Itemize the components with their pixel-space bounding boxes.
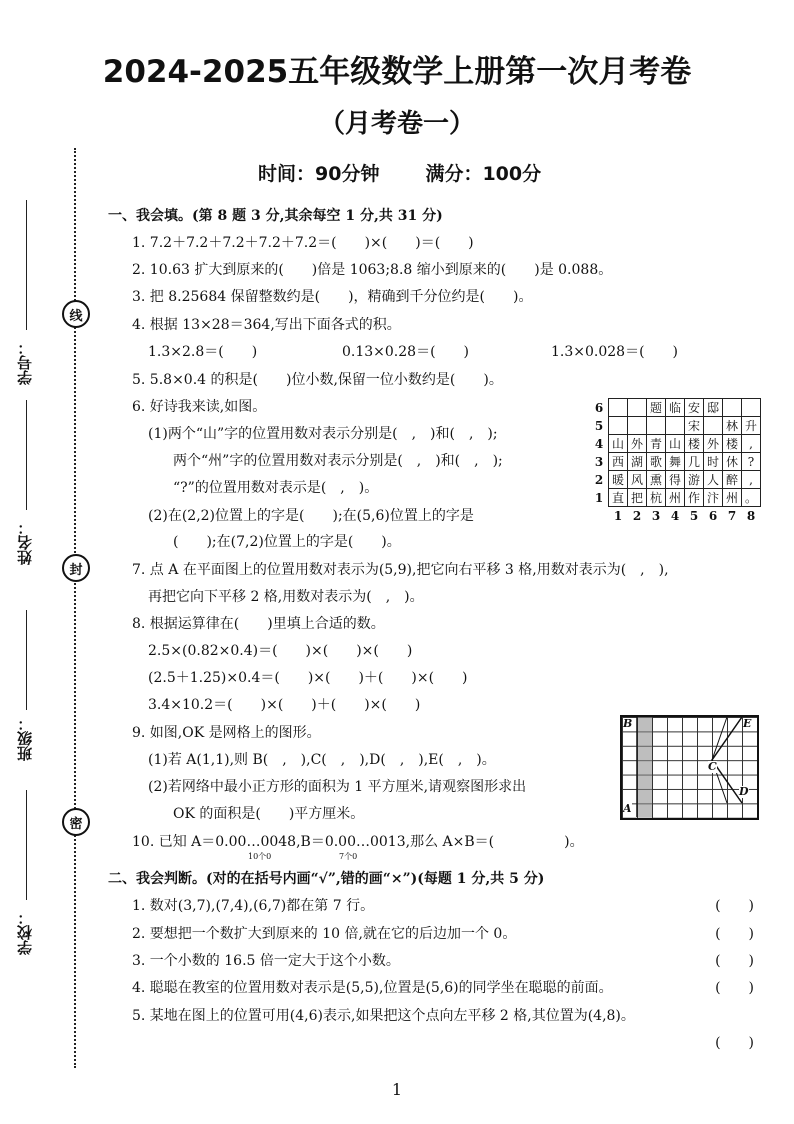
poem-grid-cell: 熏 <box>647 471 666 489</box>
poem-grid-y-label: 2 <box>594 472 604 487</box>
poem-grid-cell <box>628 399 647 417</box>
section1-heading: 一、我会填。(第 8 题 3 分,其余每空 1 分,共 31 分) <box>108 208 443 224</box>
poem-grid-cell: 风 <box>628 471 647 489</box>
q6-1c: “?”的位置用数对表示是( , )。 <box>173 480 379 496</box>
poem-grid-row <box>590 489 761 507</box>
page-title: 2024-2025五年级数学上册第一次月考卷 <box>102 54 692 90</box>
q8-1: 2.5×(0.82×0.4)＝( )×( )×( ) <box>148 643 413 659</box>
poem-grid-cell: 外 <box>628 435 647 453</box>
poem-grid-y-label: 5 <box>594 418 604 433</box>
page-subtitle: （月考卷一） <box>318 109 475 139</box>
poem-grid-x-label: 6 <box>708 508 718 523</box>
poem-grid-cell: 楼 <box>685 435 704 453</box>
student-id-label: 学号： <box>16 340 34 385</box>
poem-grid-x-label: 4 <box>670 508 680 523</box>
q2: 2. 10.63 扩大到原来的( )倍是 1063;8.8 缩小到原来的( )是 0.088。 <box>132 262 613 278</box>
poem-grid-cell: , <box>742 435 761 453</box>
exam-score: 满分：100分 <box>425 163 542 185</box>
q8-2: (2.5＋1.25)×0.4＝( )×( )＋( )×( ) <box>148 670 468 686</box>
poem-grid-cell: 邸 <box>704 399 723 417</box>
judge-5-answer[interactable]: ( ) <box>715 1035 754 1051</box>
poem-grid-cell: 州 <box>723 489 742 507</box>
poem-grid-cell: 楼 <box>723 435 742 453</box>
poem-grid-row <box>590 435 761 453</box>
poem-grid-cell: 休 <box>723 453 742 471</box>
judge-2-answer[interactable]: ( ) <box>715 926 754 942</box>
poem-grid-row <box>590 453 761 471</box>
poem-grid-cell: 林 <box>723 417 742 435</box>
poem-grid-y-label: 4 <box>594 436 604 451</box>
poem-grid-cell: 青 <box>647 435 666 453</box>
poem-grid-x-label: 8 <box>746 508 756 523</box>
q1: 1. 7.2＋7.2＋7.2＋7.2＋7.2＝( )×( )＝( ) <box>132 235 474 251</box>
poem-grid-row <box>590 399 761 417</box>
q9: 9. 如图,OK 是网格上的图形。 <box>132 725 321 741</box>
poem-grid-cell: 湖 <box>628 453 647 471</box>
poem-grid-cell <box>742 399 761 417</box>
poem-grid-y-label: 6 <box>594 400 604 415</box>
q9-2b: OK 的面积是( )平方厘米。 <box>173 806 365 822</box>
poem-grid-y-label: 1 <box>594 490 604 505</box>
poem-grid-cell: 安 <box>685 399 704 417</box>
point-d: D <box>739 785 749 798</box>
poem-grid-row <box>590 471 761 489</box>
poem-grid-cell: 宋 <box>685 417 704 435</box>
poem-grid-cell: 游 <box>685 471 704 489</box>
k-vertical-bar <box>637 717 652 817</box>
poem-grid-cell: 醉 <box>723 471 742 489</box>
q8: 8. 根据运算律在( )里填上合适的数。 <box>132 616 385 632</box>
seal-mi: 密 <box>62 808 90 836</box>
poem-grid-cell <box>704 417 723 435</box>
q6-2b: ( );在(7,2)位置上的字是( )。 <box>173 534 401 550</box>
judge-4-answer[interactable]: ( ) <box>715 980 754 996</box>
class-field[interactable] <box>26 610 27 710</box>
poem-grid-cell: 舞 <box>666 453 685 471</box>
page-number: 1 <box>391 1080 403 1099</box>
poem-grid-cell: 杭 <box>647 489 666 507</box>
school-field[interactable] <box>26 790 27 900</box>
seal-xian: 线 <box>62 300 90 328</box>
binding-dotted-line <box>74 148 76 1068</box>
seal-feng: 封 <box>62 554 90 582</box>
poem-grid-cell: ? <box>742 453 761 471</box>
poem-grid-x-label: 5 <box>689 508 699 523</box>
q6: 6. 好诗我来读,如图。 <box>132 399 267 415</box>
poem-grid-cell: 山 <box>666 435 685 453</box>
judge-2: 2. 要想把一个数扩大到原来的 10 倍,就在它的后边加一个 0。 <box>132 926 517 942</box>
student-name-label: 姓名： <box>16 520 34 565</box>
poem-grid-cell: 暖 <box>609 471 628 489</box>
judge-3: 3. 一个小数的 16.5 倍一定大于这个小数。 <box>132 953 400 969</box>
q10-note-b: 7个0 <box>339 852 358 861</box>
poem-grid-cell <box>609 399 628 417</box>
judge-5: 5. 某地在图上的位置可用(4,6)表示,如果把这个点向左平移 2 格,其位置为(4,8)。 <box>132 1008 635 1024</box>
q8-3: 3.4×10.2＝( )×( )＋( )×( ) <box>148 697 421 713</box>
poem-grid-x-label: 3 <box>651 508 661 523</box>
judge-1-answer[interactable]: ( ) <box>715 898 754 914</box>
q4-item-1: 1.3×2.8＝( ) <box>148 344 258 360</box>
poem-grid-cell: 外 <box>704 435 723 453</box>
section2-heading: 二、我会判断。(对的在括号内画“√”,错的画“×”)(每题 1 分,共 5 分) <box>108 871 545 887</box>
poem-grid-cell: 题 <box>647 399 666 417</box>
point-b: B <box>623 717 633 730</box>
poem-grid-cell <box>723 399 742 417</box>
poem-grid-cell: 直 <box>609 489 628 507</box>
poem-grid-cell <box>628 417 647 435</box>
q4-item-3: 1.3×0.028＝( ) <box>551 344 678 360</box>
q7a: 7. 点 A 在平面图上的位置用数对表示为(5,9),把它向右平移 3 格,用数对表示为( , ), <box>132 562 669 578</box>
poem-grid-cell: 人 <box>704 471 723 489</box>
school-label: 学校： <box>16 910 34 955</box>
q10-note-a: 10个0 <box>248 852 272 861</box>
poem-grid-x-label: 2 <box>632 508 642 523</box>
poem-grid-cell: , <box>742 471 761 489</box>
poem-grid-cell: 升 <box>742 417 761 435</box>
q6-1b: 两个“州”字的位置用数对表示分别是( , )和( , ); <box>173 453 503 469</box>
poem-grid-cell: 汴 <box>704 489 723 507</box>
poem-grid-row <box>590 417 761 435</box>
q4: 4. 根据 13×28＝364,写出下面各式的积。 <box>132 317 401 333</box>
poem-grid-cell: 时 <box>704 453 723 471</box>
poem-grid-cell <box>647 417 666 435</box>
student-name-field[interactable] <box>26 400 27 510</box>
poem-grid-cell: 得 <box>666 471 685 489</box>
poem-grid-cell: 歌 <box>647 453 666 471</box>
poem-grid-cell: 。 <box>742 489 761 507</box>
point-a: A <box>623 802 632 815</box>
q5: 5. 5.8×0.4 的积是( )位小数,保留一位小数约是( )。 <box>132 372 503 388</box>
q9-2a: (2)若网络中最小正方形的面积为 1 平方厘米,请观察图形求出 <box>148 779 527 795</box>
q7b: 再把它向下平移 2 格,用数对表示为( , )。 <box>148 589 424 605</box>
poem-grid <box>590 398 761 524</box>
square-grid-figure <box>620 715 759 820</box>
exam-info <box>258 159 587 186</box>
poem-grid-cell: 几 <box>685 453 704 471</box>
q4-item-2: 0.13×0.28＝( ) <box>342 344 469 360</box>
point-c: C <box>708 760 717 773</box>
class-label: 班级： <box>16 716 34 761</box>
poem-grid-cell: 把 <box>628 489 647 507</box>
q9-1: (1)若 A(1,1),则 B( , ),C( , ),D( , ),E( , )。 <box>148 752 496 768</box>
exam-time: 时间：90分钟 <box>258 163 380 185</box>
poem-grid-cell <box>666 417 685 435</box>
poem-grid-cell: 临 <box>666 399 685 417</box>
q3: 3. 把 8.25684 保留整数约是( )，精确到千分位约是( )。 <box>132 289 533 305</box>
poem-grid-x-label: 1 <box>613 508 623 523</box>
poem-grid-cell: 山 <box>609 435 628 453</box>
poem-grid-cell: 西 <box>609 453 628 471</box>
poem-grid-cell: 州 <box>666 489 685 507</box>
poem-grid-cell <box>609 417 628 435</box>
poem-grid-y-label: 3 <box>594 454 604 469</box>
q6-2a: (2)在(2,2)位置上的字是( );在(5,6)位置上的字是 <box>148 508 474 524</box>
q6-1a: (1)两个“山”字的位置用数对表示分别是( , )和( , ); <box>148 426 498 442</box>
q10: 10. 已知 A＝0.00…0048,B＝0.00…0013,那么 A×B＝( )。 <box>132 834 584 850</box>
judge-1: 1. 数对(3,7),(7,4),(6,7)都在第 7 行。 <box>132 898 375 914</box>
point-e: E <box>743 717 752 730</box>
poem-grid-x-label: 7 <box>727 508 737 523</box>
ok-figure-shape <box>622 717 757 818</box>
judge-4: 4. 聪聪在教室的位置用数对表示是(5,5),位置是(5,6)的同学坐在聪聪的前面。 <box>132 980 613 996</box>
judge-3-answer[interactable]: ( ) <box>715 953 754 969</box>
student-id-field[interactable] <box>26 200 27 330</box>
poem-grid-cell: 作 <box>685 489 704 507</box>
